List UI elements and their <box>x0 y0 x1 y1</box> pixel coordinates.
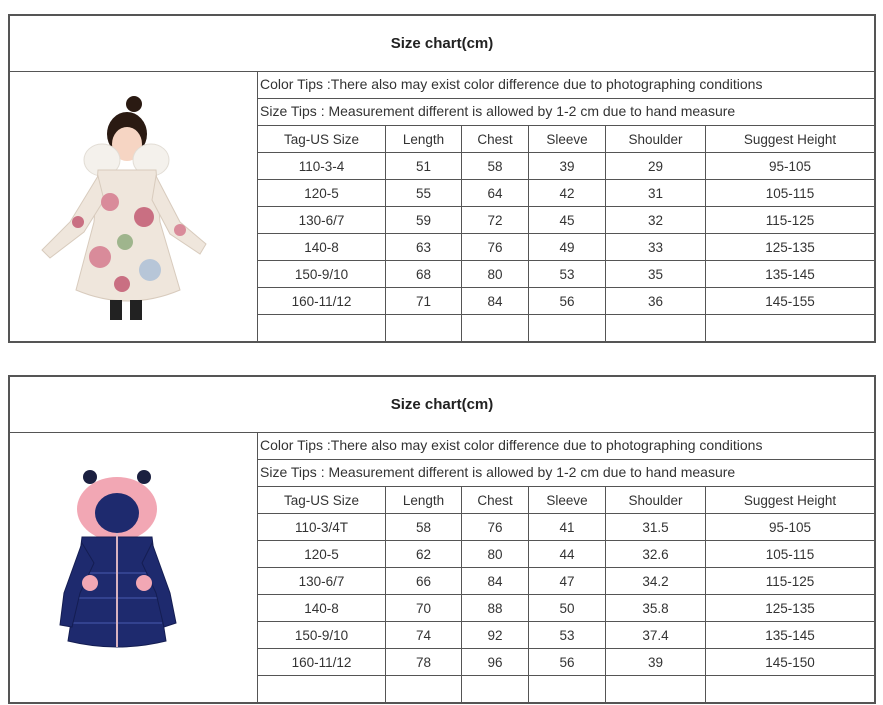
size-tips: Size Tips : Measurement different is allowed by 1-2 cm due to hand measure <box>258 99 874 126</box>
cell-length: 78 <box>386 649 462 675</box>
cell-height: 135-145 <box>765 627 815 643</box>
cell-height: 95-105 <box>768 158 812 174</box>
cell-height: 95-105 <box>768 519 812 535</box>
header-tag-us-size: Tag-US Size <box>258 487 386 513</box>
cell-chest: 76 <box>462 514 529 540</box>
cell-size: 160-11/12 <box>258 288 386 314</box>
cell-length: 63 <box>386 234 462 260</box>
cell-chest: 92 <box>462 622 529 648</box>
cell-shoulder: 37.4 <box>606 622 706 648</box>
table-header-row <box>258 126 874 153</box>
table-row <box>258 622 874 649</box>
table-row <box>258 234 874 261</box>
color-tips: Color Tips :There also may exist color difference due to photographing conditions <box>258 72 874 99</box>
table-row <box>258 514 874 541</box>
cell-height: 125-135 <box>765 239 815 255</box>
header-shoulder: Shoulder <box>606 487 706 513</box>
cell-shoulder: 31.5 <box>606 514 706 540</box>
chart-title: Size chart(cm) <box>10 16 874 72</box>
cell-shoulder: 33 <box>606 234 706 260</box>
table-header-row <box>258 487 874 514</box>
cell-size: 150-9/10 <box>258 261 386 287</box>
cell-chest: 80 <box>462 261 529 287</box>
cell-chest: 72 <box>462 207 529 233</box>
cell-size: 130-6/7 <box>258 568 386 594</box>
size-chart-1 <box>8 14 876 343</box>
table-row <box>258 153 874 180</box>
cell-length: 66 <box>386 568 462 594</box>
table-row <box>258 649 874 676</box>
table-row <box>258 568 874 595</box>
cell-length: 62 <box>386 541 462 567</box>
cell-chest: 58 <box>462 153 529 179</box>
header-sleeve: Sleeve <box>529 126 606 152</box>
cell-sleeve: 42 <box>529 180 606 206</box>
header-suggest-height: Suggest Height <box>743 131 837 147</box>
cell-sleeve: 56 <box>529 288 606 314</box>
cell-length: 70 <box>386 595 462 621</box>
cell-height: 135-145 <box>765 266 815 282</box>
header-chest: Chest <box>462 126 529 152</box>
product-photo-blue-coat <box>10 433 258 702</box>
cell-chest: 84 <box>462 568 529 594</box>
table-row <box>258 541 874 568</box>
cell-shoulder: 39 <box>606 649 706 675</box>
cell-length: 71 <box>386 288 462 314</box>
cell-sleeve: 49 <box>529 234 606 260</box>
cell-sleeve: 41 <box>529 514 606 540</box>
cell-sleeve: 39 <box>529 153 606 179</box>
cell-length: 68 <box>386 261 462 287</box>
cell-sleeve: 53 <box>529 261 606 287</box>
cell-sleeve: 47 <box>529 568 606 594</box>
cell-height: 115-125 <box>765 573 815 589</box>
product-photo-floral-coat <box>10 72 258 341</box>
cell-chest: 88 <box>462 595 529 621</box>
table-row-empty <box>258 676 874 702</box>
cell-shoulder: 31 <box>606 180 706 206</box>
cell-size: 120-5 <box>258 180 386 206</box>
cell-shoulder: 34.2 <box>606 568 706 594</box>
cell-sleeve: 44 <box>529 541 606 567</box>
cell-shoulder: 36 <box>606 288 706 314</box>
cell-sleeve: 56 <box>529 649 606 675</box>
chart-title: Size chart(cm) <box>10 377 874 433</box>
table-row <box>258 595 874 622</box>
cell-height <box>706 676 874 702</box>
cell-length <box>386 676 462 702</box>
header-chest: Chest <box>462 487 529 513</box>
cell-height: 115-125 <box>765 212 815 228</box>
cell-size: 150-9/10 <box>258 622 386 648</box>
header-tag-us-size: Tag-US Size <box>258 126 386 152</box>
table-row <box>258 180 874 207</box>
cell-chest: 76 <box>462 234 529 260</box>
cell-sleeve: 50 <box>529 595 606 621</box>
header-shoulder: Shoulder <box>606 126 706 152</box>
cell-shoulder: 32 <box>606 207 706 233</box>
size-table <box>258 433 874 702</box>
cell-size <box>258 676 386 702</box>
cell-size: 140-8 <box>258 234 386 260</box>
cell-height: 125-135 <box>765 600 815 616</box>
size-tips: Size Tips : Measurement different is allowed by 1-2 cm due to hand measure <box>258 460 874 487</box>
cell-height: 145-150 <box>765 654 815 670</box>
cell-size: 110-3-4 <box>258 153 386 179</box>
cell-length <box>386 315 462 341</box>
cell-sleeve: 53 <box>529 622 606 648</box>
cell-shoulder <box>606 676 706 702</box>
header-sleeve: Sleeve <box>529 487 606 513</box>
cell-height: 145-155 <box>765 293 815 309</box>
cell-shoulder: 35 <box>606 261 706 287</box>
header-length: Length <box>386 487 462 513</box>
cell-chest <box>462 676 529 702</box>
header-suggest-height: Suggest Height <box>743 492 837 508</box>
cell-height: 105-115 <box>765 546 815 562</box>
size-table <box>258 72 874 341</box>
cell-height: 105-115 <box>765 185 815 201</box>
cell-chest: 84 <box>462 288 529 314</box>
cell-length: 58 <box>386 514 462 540</box>
cell-size: 110-3/4T <box>258 514 386 540</box>
cell-size: 160-11/12 <box>258 649 386 675</box>
cell-length: 74 <box>386 622 462 648</box>
cell-height <box>706 315 874 341</box>
cell-chest <box>462 315 529 341</box>
cell-shoulder: 35.8 <box>606 595 706 621</box>
color-tips: Color Tips :There also may exist color difference due to photographing conditions <box>258 433 874 460</box>
cell-length: 51 <box>386 153 462 179</box>
table-row <box>258 261 874 288</box>
table-row-empty <box>258 315 874 341</box>
cell-length: 55 <box>386 180 462 206</box>
cell-chest: 64 <box>462 180 529 206</box>
cell-sleeve: 45 <box>529 207 606 233</box>
table-row <box>258 288 874 315</box>
cell-shoulder: 29 <box>606 153 706 179</box>
cell-size: 130-6/7 <box>258 207 386 233</box>
cell-size: 140-8 <box>258 595 386 621</box>
header-length: Length <box>386 126 462 152</box>
cell-chest: 80 <box>462 541 529 567</box>
cell-length: 59 <box>386 207 462 233</box>
table-row <box>258 207 874 234</box>
cell-sleeve <box>529 676 606 702</box>
cell-size: 120-5 <box>258 541 386 567</box>
size-chart-2 <box>8 375 876 704</box>
cell-shoulder: 32.6 <box>606 541 706 567</box>
cell-sleeve <box>529 315 606 341</box>
cell-size <box>258 315 386 341</box>
cell-chest: 96 <box>462 649 529 675</box>
cell-shoulder <box>606 315 706 341</box>
